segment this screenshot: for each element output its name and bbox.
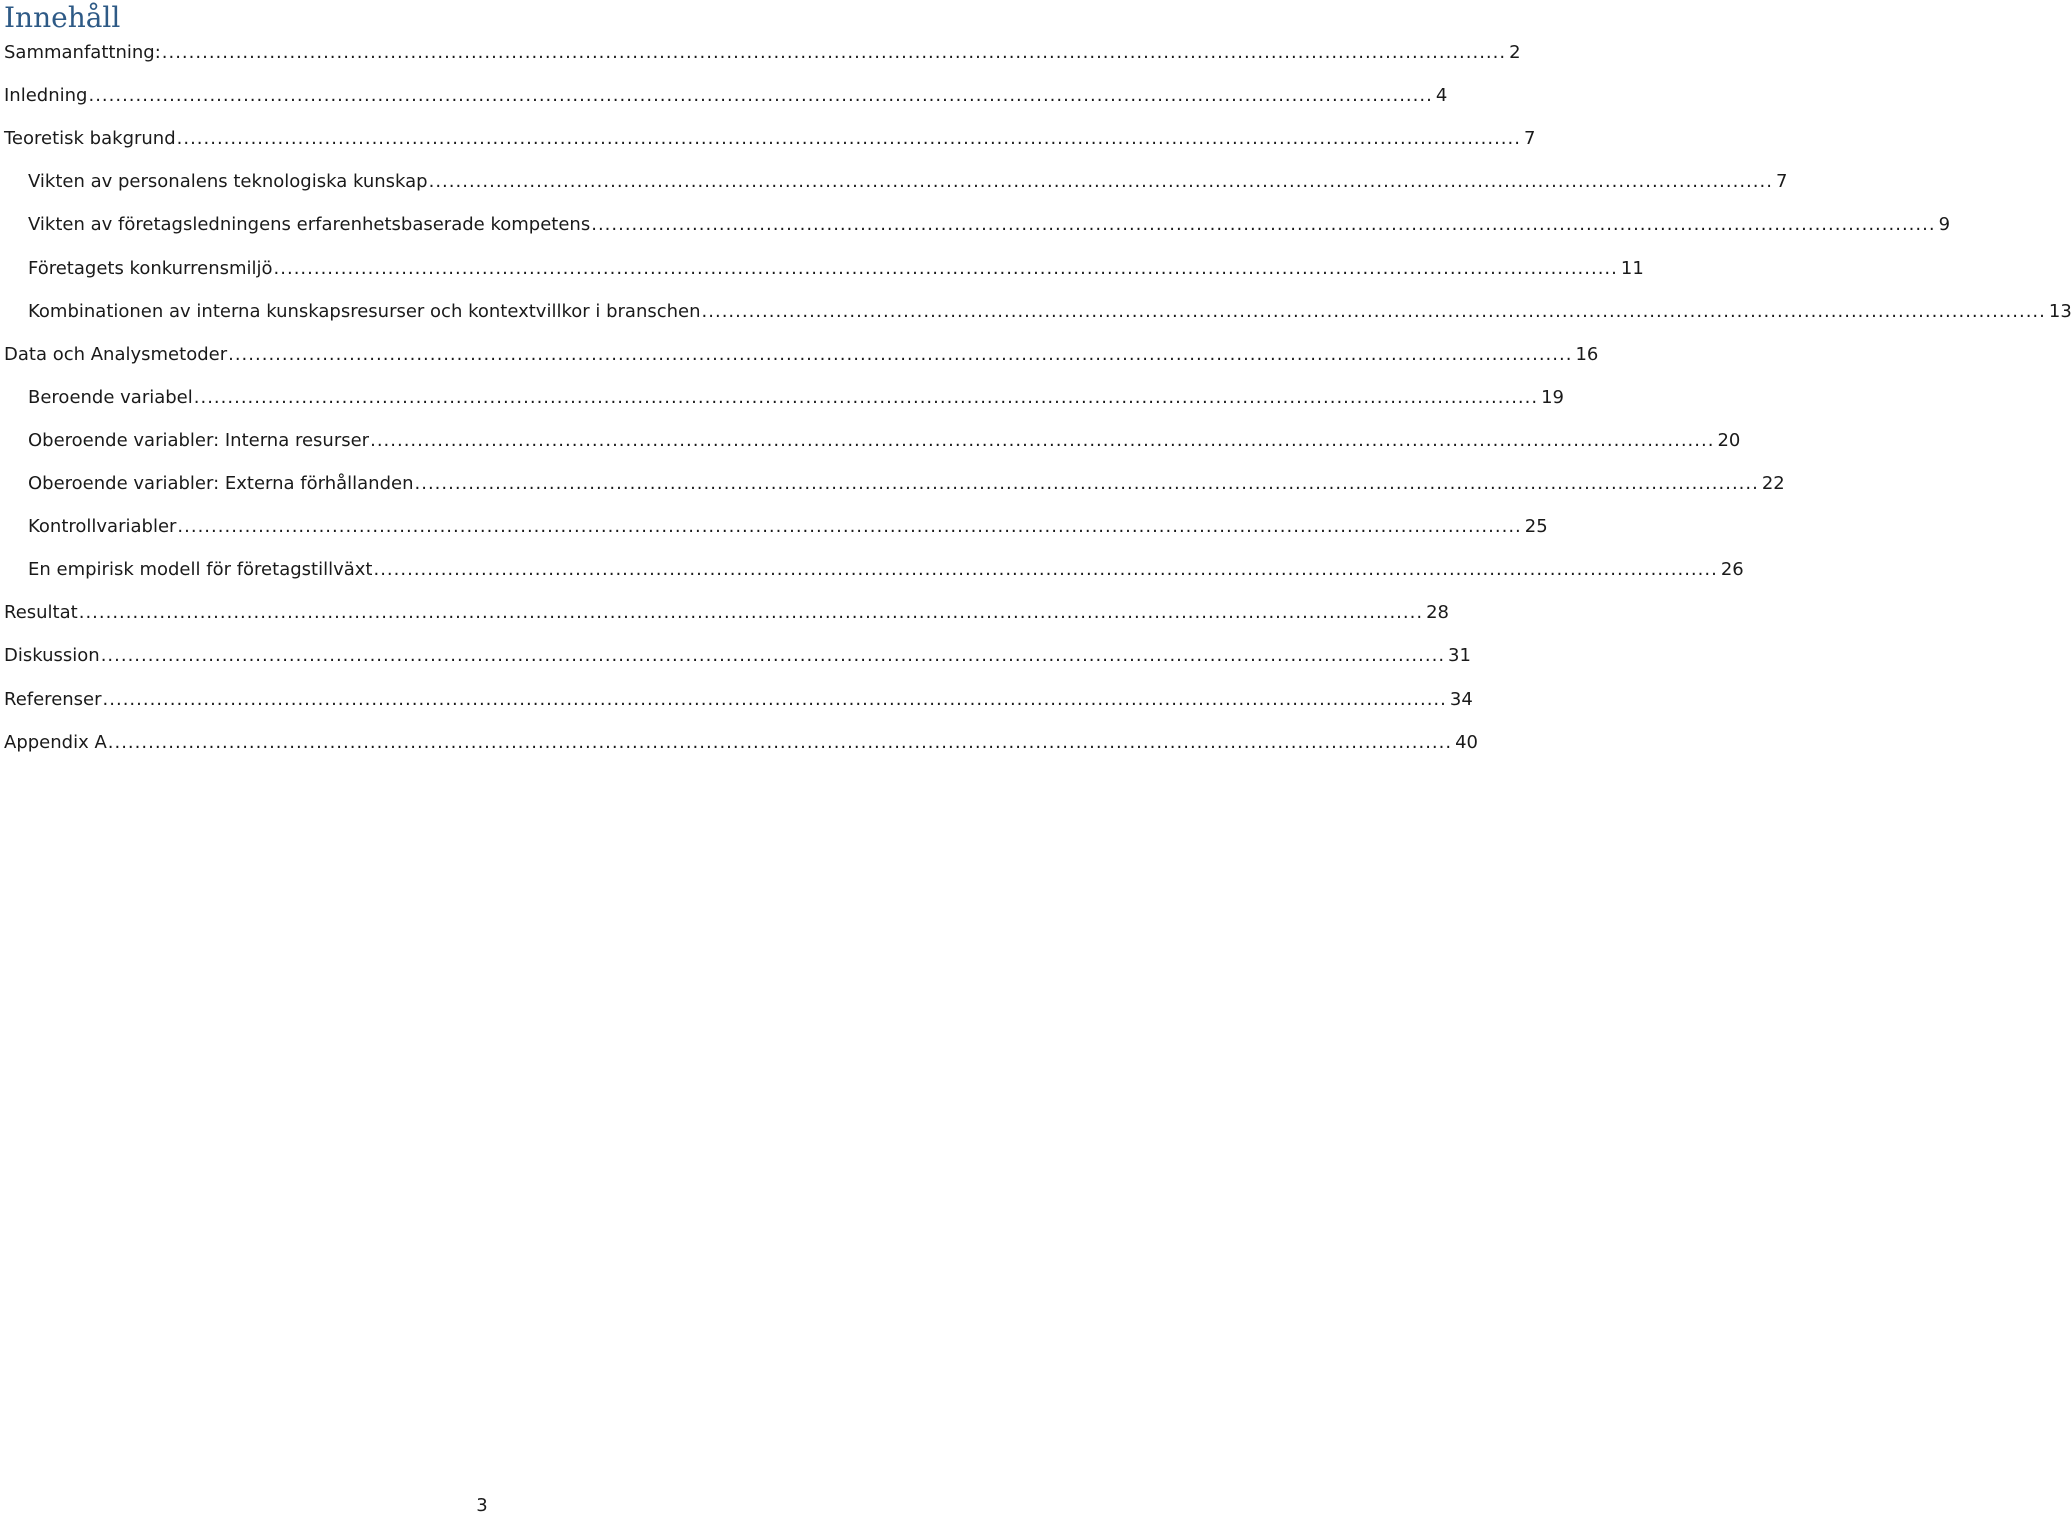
page-number: 3 — [476, 1495, 488, 1516]
toc-entry-page: 31 — [1448, 645, 1471, 666]
toc-entry-page: 28 — [1426, 602, 1449, 623]
toc-leader-dots: ........................................................................................................................................................................................................ — [78, 602, 1424, 623]
toc-entry-page: 40 — [1455, 732, 1479, 753]
toc-leader-dots: ........................................................................................................................................................................................................ — [177, 516, 1522, 537]
toc-entry[interactable] — [28, 429, 1741, 453]
toc-leader-dots: ........................................................................................................................................................................................................ — [100, 645, 1446, 666]
toc-entry-title: En empirisk modell för företagstillväxt — [28, 559, 373, 580]
toc-entry[interactable] — [4, 601, 1449, 625]
toc-entry[interactable] — [4, 343, 1599, 367]
toc-entry-title: Teoretisk bakgrund — [4, 128, 176, 149]
toc-entry-title: Vikten av företagsledningens erfarenhetsbaserade kompetens — [28, 214, 591, 235]
toc-entry[interactable] — [28, 515, 1548, 539]
toc-entry[interactable] — [4, 644, 1471, 668]
toc-entry-title: Inledning — [4, 85, 88, 106]
toc-leader-dots: ........................................................................................................................................................................................................ — [88, 85, 1433, 106]
toc-entry-page: 7 — [1775, 171, 1788, 192]
toc-leader-dots: ........................................................................................................................................................................................................ — [370, 430, 1715, 451]
toc-entry[interactable] — [4, 688, 1473, 712]
toc-entry[interactable] — [28, 170, 1788, 194]
toc-leader-dots: ........................................................................................................................................................................................................ — [373, 559, 1718, 580]
toc-entry-title: Beroende variabel — [28, 387, 193, 408]
toc-entry-title: Företagets konkurrensmiljö — [28, 258, 273, 279]
toc-entry-title: Diskussion — [4, 645, 100, 666]
toc-entry[interactable] — [4, 41, 1521, 65]
toc-entry-title: Resultat — [4, 602, 78, 623]
toc-entry-title: Kontrollvariabler — [28, 516, 177, 537]
toc-entry-title: Vikten av personalens teknologiska kunskap — [28, 171, 428, 192]
toc-entry-title: Appendix A — [4, 732, 107, 753]
toc-entry[interactable] — [28, 213, 1951, 237]
toc-leader-dots: ........................................................................................................................................................................................................ — [161, 42, 1507, 63]
toc-entry[interactable] — [28, 558, 1744, 582]
toc-leader-dots: ........................................................................................................................................................................................................ — [102, 689, 1447, 710]
toc-entry-title: Oberoende variabler: Externa förhållanden — [28, 473, 414, 494]
toc-entry[interactable] — [4, 731, 1479, 755]
toc-entry-title: Referenser — [4, 689, 102, 710]
toc-entry[interactable] — [4, 84, 1448, 108]
toc-entry-page: 11 — [1620, 258, 1644, 279]
toc-entry-page: 19 — [1541, 387, 1565, 408]
toc-leader-dots: ........................................................................................................................................................................................................ — [591, 214, 1936, 235]
toc-entry-page: 20 — [1717, 430, 1741, 451]
toc-entry-title: Data och Analysmetoder — [4, 344, 228, 365]
toc-entry-page: 16 — [1575, 344, 1599, 365]
toc-entry-page: 13 — [2048, 301, 2072, 322]
toc-leader-dots: ........................................................................................................................................................................................................ — [107, 732, 1453, 753]
toc-entry[interactable] — [28, 300, 2072, 324]
toc-leader-dots: ........................................................................................................................................................................................................ — [273, 258, 1618, 279]
toc-leader-dots: ........................................................................................................................................................................................................ — [193, 387, 1539, 408]
toc-entry-title: Oberoende variabler: Interna resurser — [28, 430, 370, 451]
toc-leader-dots: ........................................................................................................................................................................................................ — [228, 344, 1573, 365]
toc-entry-title: Kombinationen av interna kunskapsresurser och kontextvillkor i branschen — [28, 301, 701, 322]
toc-entry-page: 22 — [1761, 473, 1785, 494]
toc-entry-page: 7 — [1523, 128, 1536, 149]
toc-entry-page: 2 — [1509, 42, 1521, 63]
toc-entry[interactable] — [28, 257, 1644, 281]
toc-leader-dots: ........................................................................................................................................................................................................ — [701, 301, 2046, 322]
toc-entry-page: 26 — [1720, 559, 1744, 580]
toc-entry[interactable] — [28, 472, 1785, 496]
toc-entry-page: 34 — [1449, 689, 1473, 710]
toc-entry-title: Sammanfattning: — [4, 42, 161, 63]
toc-leader-dots: ........................................................................................................................................................................................................ — [414, 473, 1759, 494]
toc-entry-page: 4 — [1435, 85, 1448, 106]
toc-entry[interactable] — [28, 386, 1565, 410]
toc-heading: Innehåll — [4, 1, 121, 34]
toc-leader-dots: ........................................................................................................................................................................................................ — [428, 171, 1773, 192]
toc-leader-dots: ........................................................................................................................................................................................................ — [176, 128, 1521, 149]
toc-entry[interactable] — [4, 127, 1536, 151]
toc-entry-page: 9 — [1938, 214, 1951, 235]
toc-entry-page: 25 — [1524, 516, 1548, 537]
